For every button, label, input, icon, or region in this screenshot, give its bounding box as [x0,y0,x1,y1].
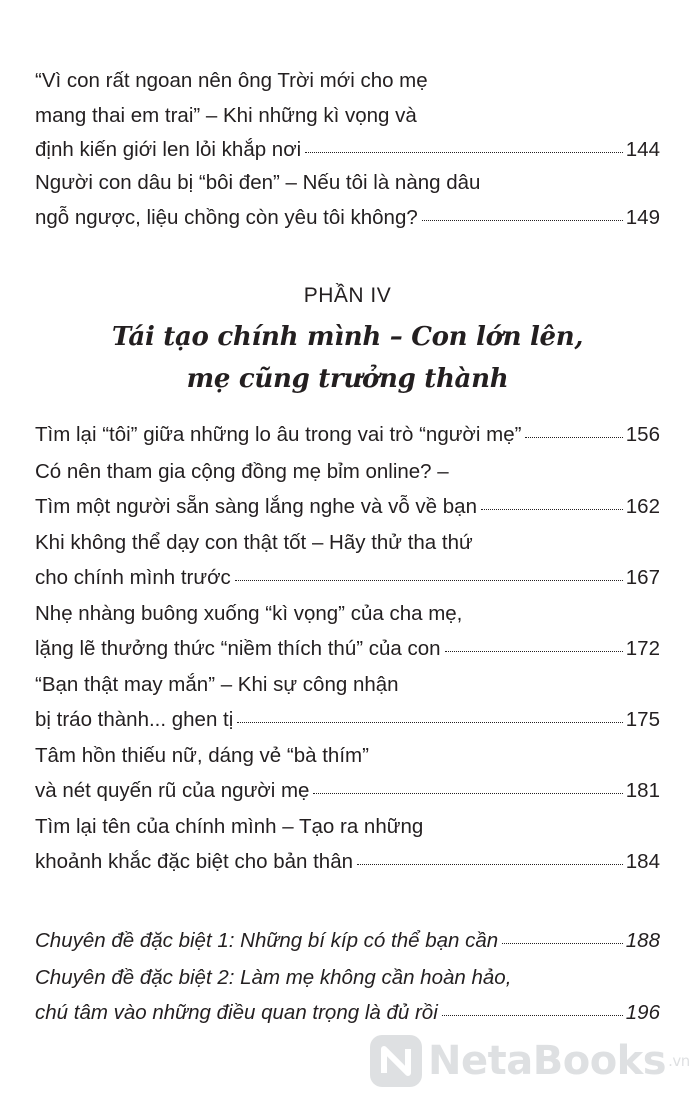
page-number: 181 [625,778,660,802]
toc-entry-special[interactable] [35,961,660,1030]
page-number: 188 [625,929,660,952]
entry-last-line [35,703,660,738]
entry-text-line: “Bạn thật may mắn” – Khi sự công nhận [35,673,399,696]
page-number: 196 [625,1000,660,1024]
entry-last-line [35,774,660,809]
entry-last-line [35,632,660,667]
page-number: 149 [625,205,660,229]
entry-text-line: Tìm lại “tôi” giữa những lo âu trong vai trò “người mẹ” [35,423,522,446]
entry-text-line: Chuyên đề đặc biệt 1: Những bí kíp có thể bạn cần [35,929,499,952]
entry-text-line: định kiến giới len lỏi khắp nơi [35,138,302,161]
netabooks-watermark [370,1026,690,1096]
entry-text-line: chú tâm vào những điều quan trọng là đủ rồi [35,1000,438,1024]
watermark-suffix: .vn [668,1052,690,1070]
page-number: 175 [625,707,660,731]
dot-leader [525,436,622,438]
dot-leader [305,151,623,153]
entry-text-line: Tìm lại tên của chính mình – Tạo ra những [35,815,424,838]
entry-last-line [35,845,660,880]
toc-entry[interactable] [35,810,660,879]
page-number: 172 [625,636,660,660]
watermark-text: NetaBooks [428,1038,667,1084]
toc-entry[interactable] [35,455,660,524]
dot-leader [481,508,623,510]
entry-last-line [35,924,660,959]
netabooks-logo-icon [370,1035,422,1087]
entry-text-line: bị tráo thành... ghen tị [35,707,234,731]
entry-text-line: Tâm hồn thiếu nữ, dáng vẻ “bà thím” [35,744,369,767]
part-title-line: Tái tạo chính mình – Con lớn lên, [111,322,584,352]
entry-last-line [35,418,660,453]
dot-leader [235,579,623,581]
entry-last-line [35,490,660,525]
dot-leader [502,942,623,944]
dot-leader [237,721,622,723]
part-label: PHẦN IV [303,284,392,307]
dot-leader [313,792,622,794]
dot-leader [357,863,623,865]
entry-text-line: Khi không thể dạy con thật tốt – Hãy thử tha thứ [35,531,473,554]
entry-text-line: Chuyên đề đặc biệt 2: Làm mẹ không cần hoàn hảo, [35,966,512,989]
page-number: 144 [625,138,660,161]
entry-text-line: “Vì con rất ngoan nên ông Trời mới cho mẹ [35,69,428,92]
entry-text-line: cho chính mình trước [35,565,231,589]
toc-entry[interactable] [35,64,660,168]
part-title-line: mẹ cũng trưởng thành [186,364,509,394]
page-number: 156 [625,423,660,446]
dot-leader [422,219,623,221]
toc-entry[interactable] [35,668,660,737]
toc-entry[interactable] [35,526,660,595]
entry-text-line: mang thai em trai” – Khi những kì vọng và [35,103,417,127]
entry-text-line: Tìm một người sẵn sàng lắng nghe và vỗ về bạn [35,494,477,518]
dot-leader [445,650,623,652]
entry-last-line [35,561,660,596]
toc-entry[interactable] [35,418,660,453]
entry-text-line: Có nên tham gia cộng đồng mẹ bỉm online? – [35,460,449,483]
entry-text-line: ngỗ ngược, liệu chồng còn yêu tôi không? [35,205,418,229]
entry-text-line: lặng lẽ thưởng thức “niềm thích thú” của con [35,636,441,660]
page-number: 167 [625,565,660,589]
entry-last-line [35,996,660,1031]
entry-last-line [35,133,660,168]
entry-last-line [35,201,660,236]
entry-text-line: khoảnh khắc đặc biệt cho bản thân [35,849,353,873]
entry-text-line: và nét quyến rũ của người mẹ [35,778,310,802]
entry-text-line: Nhẹ nhàng buông xuống “kì vọng” của cha mẹ, [35,602,463,625]
toc-entry[interactable] [35,597,660,666]
page-number: 162 [625,494,660,518]
toc-entry[interactable] [35,166,660,235]
entry-text-line: Người con dâu bị “bôi đen” – Nếu tôi là nàng dâu [35,171,481,194]
part-title [35,316,660,400]
dot-leader [442,1014,623,1016]
table-of-contents [35,0,660,1120]
page-number: 184 [625,849,660,873]
toc-entry-special[interactable] [35,924,660,959]
toc-entry[interactable] [35,739,660,808]
